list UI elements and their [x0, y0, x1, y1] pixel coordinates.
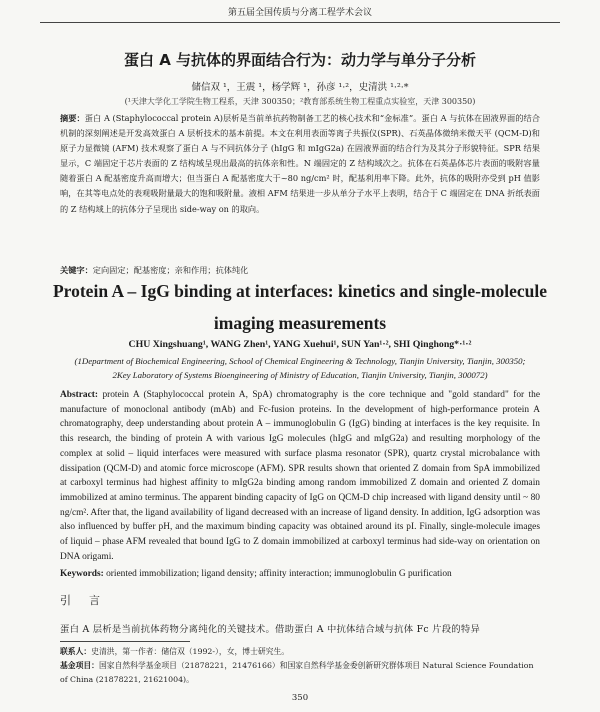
english-title-line2: imaging measurements	[213, 313, 387, 333]
chinese-abstract	[60, 111, 540, 217]
intro-paragraph: 蛋白 A 层析是当前抗体药物分离纯化的关键技术。借助蛋白 A 中抗体结合域与抗体 Fc 片段的特异	[60, 624, 481, 635]
footnote-contact-text: 史清洪，第一作者：储信双（1992-），女，博士研究生。	[91, 647, 290, 656]
english-authors: CHU Xingshuang¹, WANG Zhen¹, YANG Xuehui¹, SUN Yan¹·², SHI Qinghong*·¹·²	[128, 339, 472, 350]
running-header: 第五届全国传质与分离工程学术会议	[40, 4, 560, 23]
footnote-fund	[60, 659, 540, 687]
english-keywords-label: Keywords:	[60, 569, 104, 579]
footnote-divider	[60, 641, 190, 642]
footnote-contact	[60, 645, 540, 659]
chinese-keywords-label: 关键字：	[60, 265, 93, 275]
english-title	[0, 275, 600, 339]
english-abstract	[60, 388, 540, 564]
english-keywords	[60, 569, 540, 579]
footnote-fund-text: 国家自然科学基金项目（21878221，21476166）和国家自然科学基金委创新研究群体项目 Natural Science Foundation of China (21878221, 21621004)。	[60, 661, 534, 684]
footnote-contact-label: 联系人：	[60, 647, 92, 656]
english-abstract-text: protein A (Staphylococcal protein A, SpA) chromatography is the core technique and "gold standard" for the manufacture of monoclonal antibody (mAb) and Fc-fusion proteins. In the development of high-performance protein A chromatography, deep understanding about protein A – immunoglobulin G (IgG) binding at interfaces is the key requisite. In this research, the binding of protein A with various IgG molecules (hIgG and mIgG2a) and resulting morphology of the complex at solid – liquid interfaces were measured with surface plasma resonator (SPR), quartz crystal microbalance with dissipation (QCM-D) and atomic force microscope (AFM). SPR results shown that oriented Z domain from SpA immobilized at carboxyl terminus had highest affinity to mIgG2a binding among random immobilized Z domain and oriented Z domain immobilized at amino terminus. The apparent binding capacity of IgG on QCM-D chip increased with ligand density until ~ 80 ng/cm². After that, the ligand availability of ligand decreased with an increase of ligand density. In addition, IgG adsorption was also influenced by buffer pH, and the maximum binding capacity was obtained around its pI. Finally, single-molecule images of liquid – phase AFM revealed that bound IgG to Z domain immobilized at carboxyl terminus had side-way on orientation on DNA origami.	[60, 390, 540, 562]
intro-heading: 引言	[60, 594, 118, 607]
footnote	[60, 645, 540, 687]
page-number: 350	[291, 693, 309, 703]
footnote-fund-label: 基金项目：	[60, 661, 99, 670]
english-abstract-label: Abstract:	[60, 390, 99, 400]
chinese-affiliation: (¹天津大学化工学院生物工程系，天津 300350；²教育部系统生物工程重点实验室，天津 300350)	[124, 97, 476, 106]
english-affiliation: (1Department of Biochemical Engineering, School of Chemical Engineering & Technology, Tianjin University, Tianjin, 300350; 2Key Laboratory of Systems Bioengineering of Ministry of Education, Tianjin University, Tianjin, 300072)	[74, 356, 526, 380]
english-keywords-text: oriented immobilization; ligand density; affinity interaction; immunoglobulin G purification	[106, 569, 452, 579]
chinese-keywords-text: 定向固定；配基密度；亲和作用；抗体纯化	[92, 265, 249, 275]
chinese-abstract-text: 蛋白 A (Staphylococcal protein A)层析是当前单抗药物制备工艺的核心技术和“金标准”。蛋白 A 与抗体在固液界面的结合机制的深刻阐述是开发高效蛋白 A 层析技术的基本前提。本文在利用表面等离子共振仪(SPR)、石英晶体微纳米微天平 (QCM-D)和原子力显微镜 (AFM) 技术观察了蛋白 A 与不同抗体分子 (hIgG 和 mIgG2a) 在固液界面的结合行为及其分子形貌特征。SPR 结果显示，C 端固定于芯片表面的 Z 结构域呈现出最高的抗体亲和性。N 端固定的 Z 结构域次之。抗体在石英晶体芯片表面的吸附容量随着蛋白 A 配基密度升高而增大；但当蛋白 A 配基密度大于~80 ng/cm² 时，配基利用率下降。此外，抗体的吸附亦受到 pH 值影响，在其等电点处的表观吸附量最大的饱和吸附量。液相 AFM 结果进一步从单分子水平上表明，结合于 C 端固定在 DNA 折纸表面的 Z 结构域上的抗体分子呈现出 side-way on 的取向。	[60, 113, 540, 214]
english-title-line1: Protein A – IgG binding at interfaces: kinetics and single-molecule	[52, 281, 548, 301]
chinese-authors: 储信双 ¹，王震 ¹，杨学辉 ¹，孙彦 ¹·²，史清洪 ¹·²·*	[191, 82, 409, 93]
chinese-abstract-label: 摘要：	[60, 113, 85, 123]
chinese-title: 蛋白 A 与抗体的界面结合行为：动力学与单分子分析	[123, 51, 477, 69]
